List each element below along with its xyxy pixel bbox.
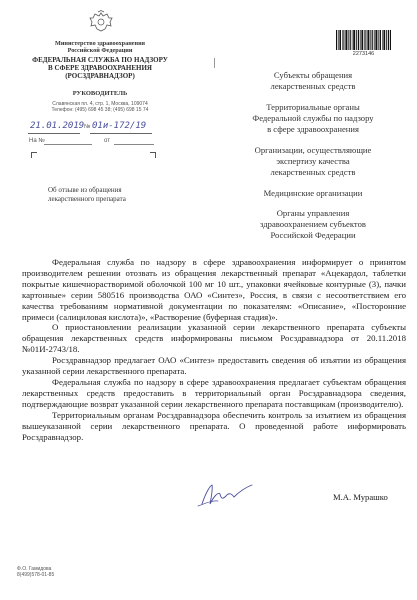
subject-corner-left	[31, 152, 37, 158]
addressee-item: Органы управления здравоохранением субъектов Российской Федерации	[260, 208, 366, 240]
subject-corner-right	[150, 152, 156, 158]
body-paragraph: Федеральная служба по надзору в сфере здравоохранения предлагает субъектам обращения лекарственных средств предоставить в территориальный орган Росздравнадзора сведения, подтверждающие возврат указанной серии лекарственного препарата поставщикам (производителю).	[22, 376, 406, 409]
signer-name: М.А. Мурашко	[333, 492, 388, 502]
ministry-name: Министерство здравоохранения Российской Федерации	[54, 40, 146, 54]
executor-contact: Ф.О. Гамидова 8(499)578-01-85	[17, 566, 55, 578]
body-paragraph: О приостановлении реализации указанной серии лекарственного препарата субъекты обращения лекарственных средств информированы письмом Росздравнадзора от 20.11.2018 №01И-2743/18.	[22, 322, 406, 355]
addressee-item: Медицинские организации	[263, 188, 363, 198]
addressee-item: Субъекты обращения лекарственных средств	[270, 70, 356, 91]
margin-tick	[214, 58, 215, 68]
barcode-number: 2273146	[352, 51, 375, 57]
handwritten-signature-icon	[196, 482, 258, 508]
registration-date: 21.01.2019	[30, 121, 85, 131]
body-paragraph: Территориальным органам Росздравнадзора обеспечить контроль за изъятием из обращения вышеуказанной серии лекарственного препарата. О проведенной работе информировать Росздравнадзор.	[22, 409, 406, 442]
addressee-item: Организации, осуществляющие экспертизу качества лекарственных средств	[254, 145, 372, 177]
in-reply-label: На №	[29, 138, 45, 144]
addressee-list	[228, 70, 398, 251]
letter-subject: Об отзыве из обращения лекарственного препарата	[48, 186, 126, 203]
registration-number: 01и-172/19	[92, 121, 147, 131]
registration-number-prefix: №	[84, 124, 91, 130]
addressee-item: Территориальные органы Федеральной службы по надзору в сфере здравоохранения	[252, 102, 374, 134]
agency-address: Славянская пл. 4, стр. 1, Москва, 109074 Телефон: (495) 698 45 38; (495) 698 15 74	[51, 101, 149, 113]
number-underline	[90, 133, 152, 134]
date-underline	[28, 133, 80, 134]
in-reply-underline	[44, 144, 92, 145]
barcode-icon	[336, 30, 391, 50]
of-underline	[114, 144, 154, 145]
coat-of-arms-icon	[88, 10, 114, 34]
body-paragraph: Росздравнадзор предлагает ОАО «Синтез» предоставить сведения об изъятии из обращения указанной серии лекарственного препарата.	[22, 355, 406, 377]
letter-body	[22, 257, 406, 442]
head-title: РУКОВОДИТЕЛЬ	[72, 90, 128, 97]
body-paragraph: Федеральная служба по надзору в сфере здравоохранения информирует о принятом производителем решении отозвать из обращения лекарственный препарат «Ацекардол, таблетки покрытые кишечнорастворимой оболочкой 100 мг 10 шт., упаковки ячейковые контурные (3), пачки картонные» серии 580516 производства ОАО «Синтез», Россия, в связи с несоответствием его качества требованиям нормативной документации по показателям: «Описание», «Посторонние примеси (салициловая кислота)», «Растворение (буферная стадия)».	[22, 257, 406, 322]
of-label: от	[104, 138, 110, 144]
agency-name: ФЕДЕРАЛЬНАЯ СЛУЖБА ПО НАДЗОРУ В СФЕРЕ ЗДРАВООХРАНЕНИЯ (РОСЗДРАВНАДЗОР)	[32, 56, 168, 80]
